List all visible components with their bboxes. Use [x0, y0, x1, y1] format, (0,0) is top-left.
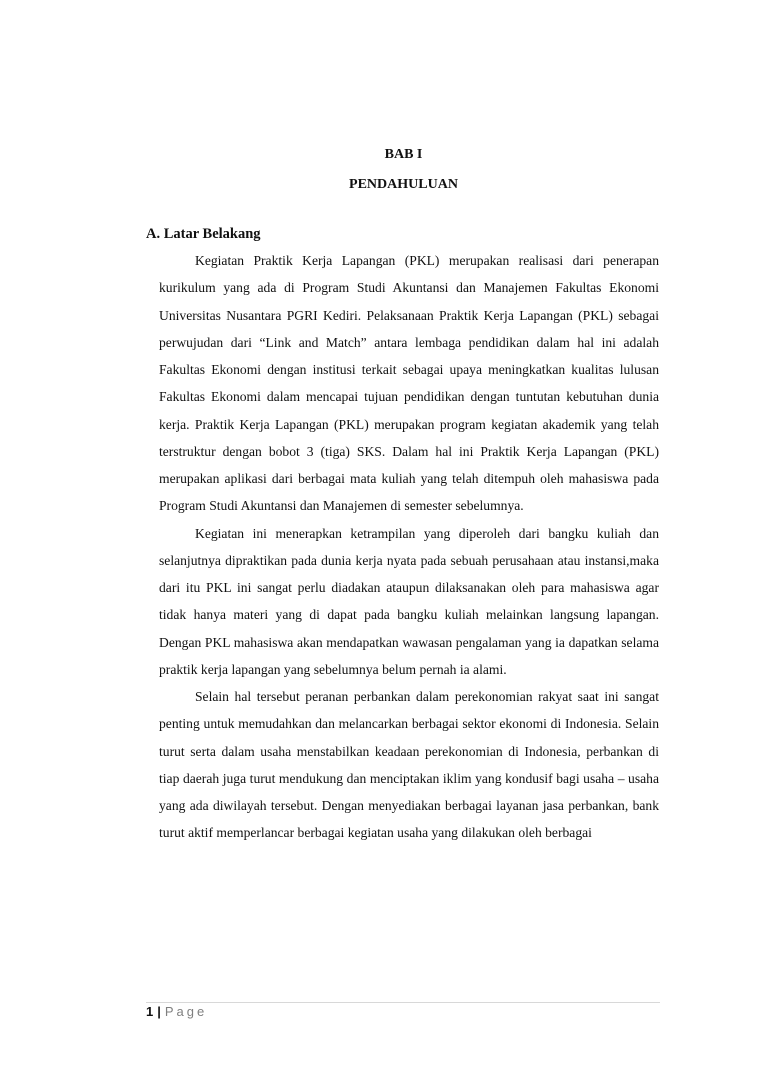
chapter-label: BAB I [384, 147, 423, 162]
footer-divider [146, 1002, 660, 1003]
section-heading: A. Latar Belakang [146, 226, 261, 242]
chapter-title: PENDAHULUAN [349, 177, 458, 192]
footer-separator: | [157, 1004, 161, 1019]
page-number: 1 [146, 1004, 154, 1019]
paragraph: Selain hal tersebut peranan perbankan dalam perekonomian rakyat saat ini sangat penting untuk memudahkan dan melancarkan berbagai sektor ekonomi di Indonesia. Selain turut serta dalam usaha menstabilkan keadaan perekonomian di Indonesia, perbankan di tiap daerah juga turut mendukung dan menciptakan iklim yang kondusif bagi usaha – usaha yang ada diwilayah tersebut. Dengan menyediakan berbagai layanan jasa perbankan, bank turut aktif memperlancar berbagai kegiatan usaha yang dilakukan oleh berbagai [159, 689, 659, 841]
paragraph: Kegiatan Praktik Kerja Lapangan (PKL) merupakan realisasi dari penerapan kurikulum yang ada di Program Studi Akuntansi dan Manajemen Fakultas Ekonomi Universitas Nusantara PGRI Kediri. Pelaksanaan Praktik Kerja Lapangan (PKL) sebagai perwujudan dari “Link and Match” antara lembaga pendidikan dalam hal ini adalah Fakultas Ekonomi dengan institusi terkait sebagai upaya meningkatkan kualitas lulusan Fakultas Ekonomi dalam mencapai tujuan pendidikan dengan tuntutan kebutuhan dunia kerja. Praktik Kerja Lapangan (PKL) merupakan program kegiatan akademik yang telah terstruktur dengan bobot 3 (tiga) SKS. Dalam hal ini Praktik Kerja Lapangan (PKL) merupakan aplikasi dari berbagai mata kuliah yang telah ditempuh oleh mahasiswa pada Program Studi Akuntansi dan Manajemen di semester sebelumnya. [159, 253, 659, 514]
body-text [159, 247, 659, 847]
paragraph: Kegiatan ini menerapkan ketrampilan yang diperoleh dari bangku kuliah dan selanjutnya dipraktikan pada dunia kerja nyata pada sebuah perusahaan atau instansi,maka dari itu PKL ini sangat perlu diadakan ataupun dilaksanakan oleh para mahasiswa agar tidak hanya materi yang di dapat pada bangku kuliah melainkan langsung lapangan. Dengan PKL mahasiswa akan mendapatkan wawasan pengalaman yang ia dapatkan selama praktik kerja lapangan yang sebelumnya belum pernah ia alami. [159, 525, 659, 677]
page-word: Page [164, 1004, 208, 1019]
page-footer [146, 1004, 207, 1019]
